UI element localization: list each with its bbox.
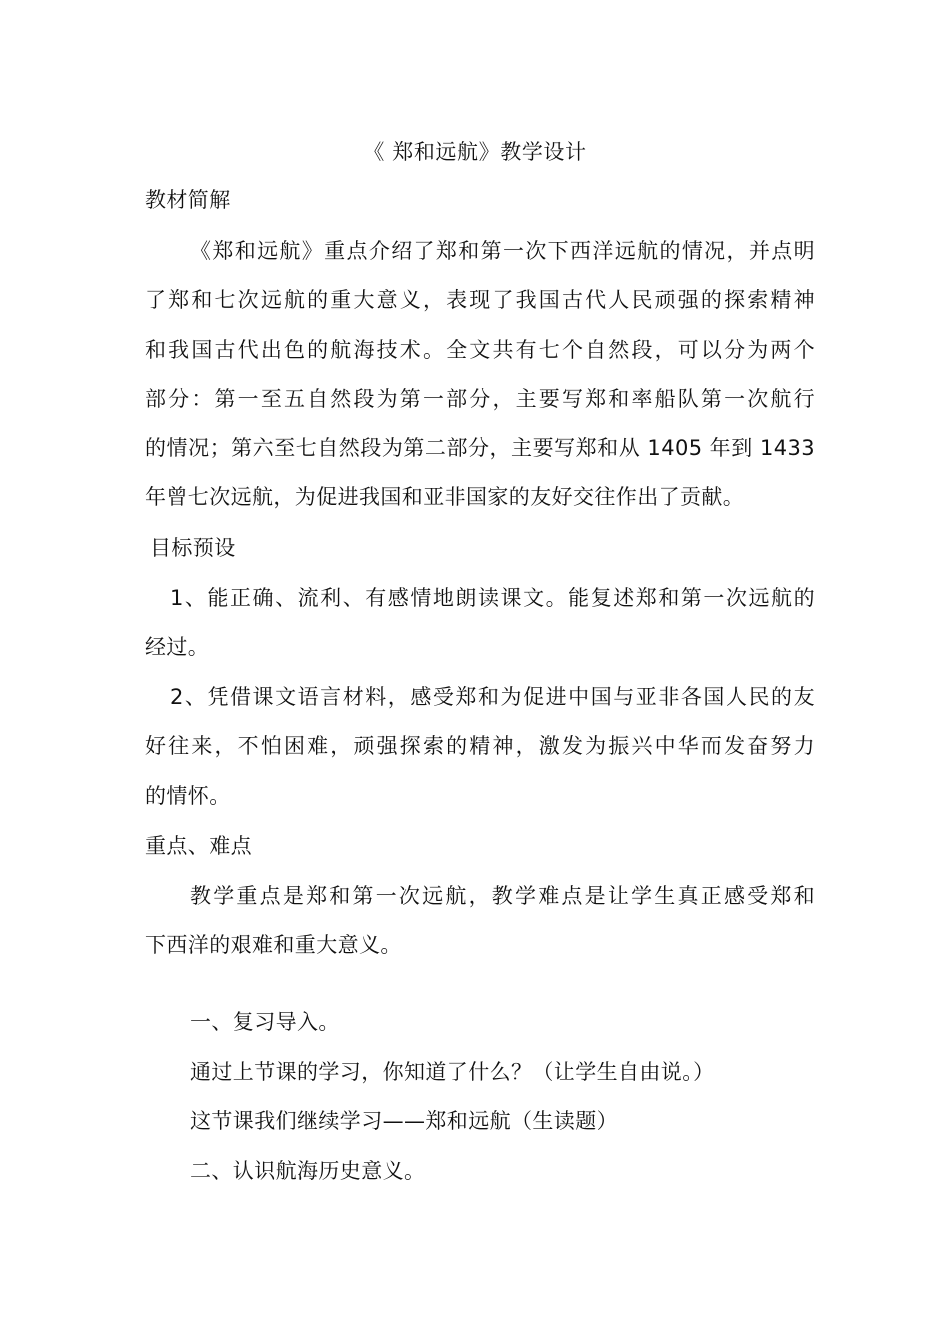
- section-heading-goals: 目标预设: [150, 536, 236, 560]
- goal-line: 1、能正确、流利、有感情地朗读课文。能复述郑和第一次远航的: [170, 586, 815, 610]
- paragraph-line: 下西洋的艰难和重大意义。: [145, 933, 402, 957]
- paragraph-line: 和我国古代出色的航海技术。全文共有七个自然段，可以分为两个: [145, 338, 815, 362]
- goal-line: 经过。: [145, 635, 210, 659]
- document-title: 《 郑和远航》教学设计: [363, 140, 587, 164]
- paragraph-line: 部分：第一至五自然段为第一部分，主要写郑和率船队第一次航行: [145, 387, 815, 411]
- step-line: 通过上节课的学习，你知道了什么？（让学生自由说。）: [190, 1060, 715, 1084]
- paragraph-line: 年曾七次远航，为促进我国和亚非国家的友好交往作出了贡献。: [145, 485, 745, 509]
- paragraph-line: 《郑和远航》重点介绍了郑和第一次下西洋远航的情况，并点明: [190, 239, 815, 263]
- section-heading-textbook: 教材简解: [145, 188, 231, 212]
- step-line: 这节课我们继续学习——郑和远航（生读题）: [190, 1109, 618, 1133]
- section-heading-keypoints: 重点、难点: [145, 834, 252, 858]
- goal-line: 好往来，不怕困难，顽强探索的精神，激发为振兴中华而发奋努力: [145, 734, 815, 758]
- paragraph-line: 的情况；第六至七自然段为第二部分，主要写郑和从 1405 年到 1433: [145, 436, 815, 460]
- step-heading-review: 一、复习导入。: [190, 1010, 340, 1034]
- goal-line: 的情怀。: [145, 784, 231, 808]
- goal-line: 2、凭借课文语言材料，感受郑和为促进中国与亚非各国人民的友: [170, 685, 815, 709]
- paragraph-line: 教学重点是郑和第一次远航，教学难点是让学生真正感受郑和: [190, 884, 815, 908]
- step-heading-history: 二、认识航海历史意义。: [190, 1159, 426, 1183]
- paragraph-line: 了郑和七次远航的重大意义，表现了我国古代人民顽强的探索精神: [145, 288, 815, 312]
